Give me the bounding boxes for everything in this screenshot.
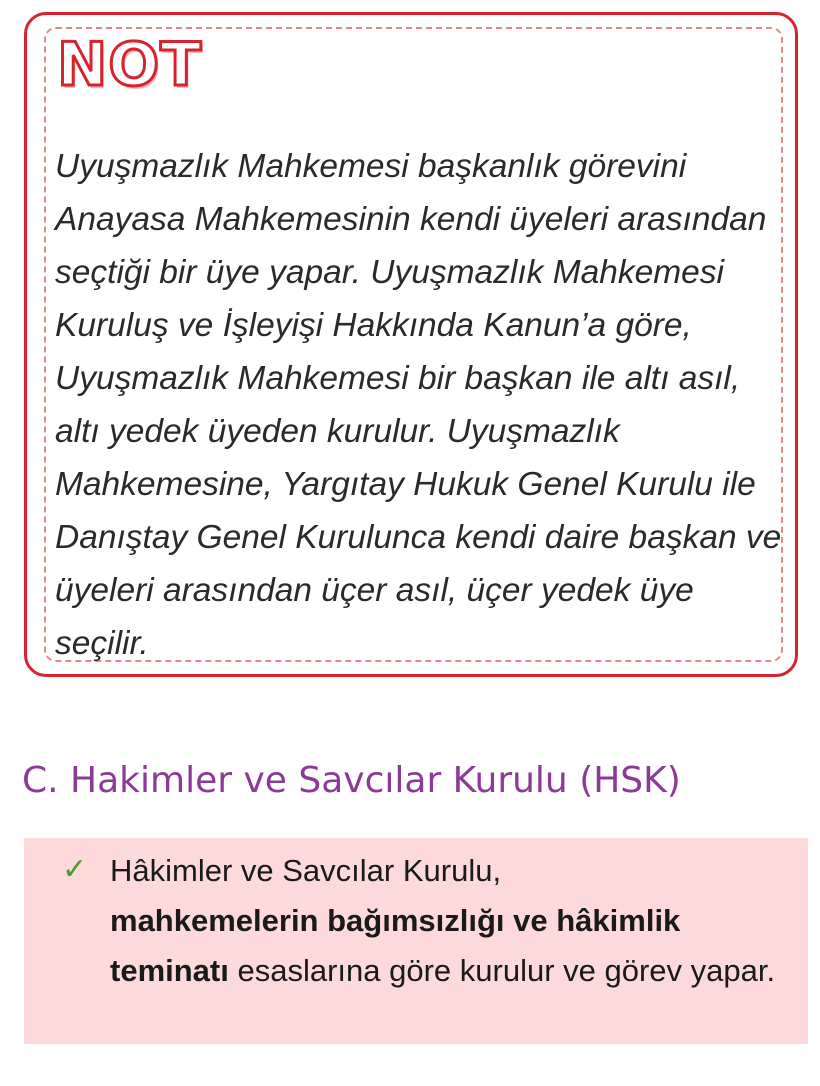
note-title: NOT	[57, 30, 203, 100]
info-text	[110, 846, 800, 996]
note-text: Uyuşmazlık Mahkemesi başkanlık görevini Anayasa Mahkemesinin kendi üyeleri arasından seçtiği bir üye yapar. Uyuşmazlık Mahkemesi Kuruluş ve İşleyişi Hakkında Kanun’a göre, Uyuşmazlık Mahkemesi bir başkan ile altı asıl, altı yedek üyeden kurulur. Uyuşmazlık Mahkemesine, Yargıtay Hukuk Genel Kurulu ile Danıştay Genel Kurulunca kendi daire başkan ve üyeleri arasından üçer asıl, üçer yedek üye seçilir.	[55, 148, 782, 662]
info-box	[24, 838, 808, 1044]
info-text-part1: Hâkimler ve Savcılar Kurulu,	[110, 853, 502, 888]
info-text-part2: esaslarına göre kurulur ve görev yapar.	[228, 953, 776, 988]
section-heading: C. Hakimler ve Savcılar Kurulu (HSK)	[22, 760, 681, 801]
check-icon: ✓	[62, 853, 88, 886]
info-text-bold: mahkemelerin bağımsızlığı ve hâkimlik teminatı	[110, 903, 681, 988]
